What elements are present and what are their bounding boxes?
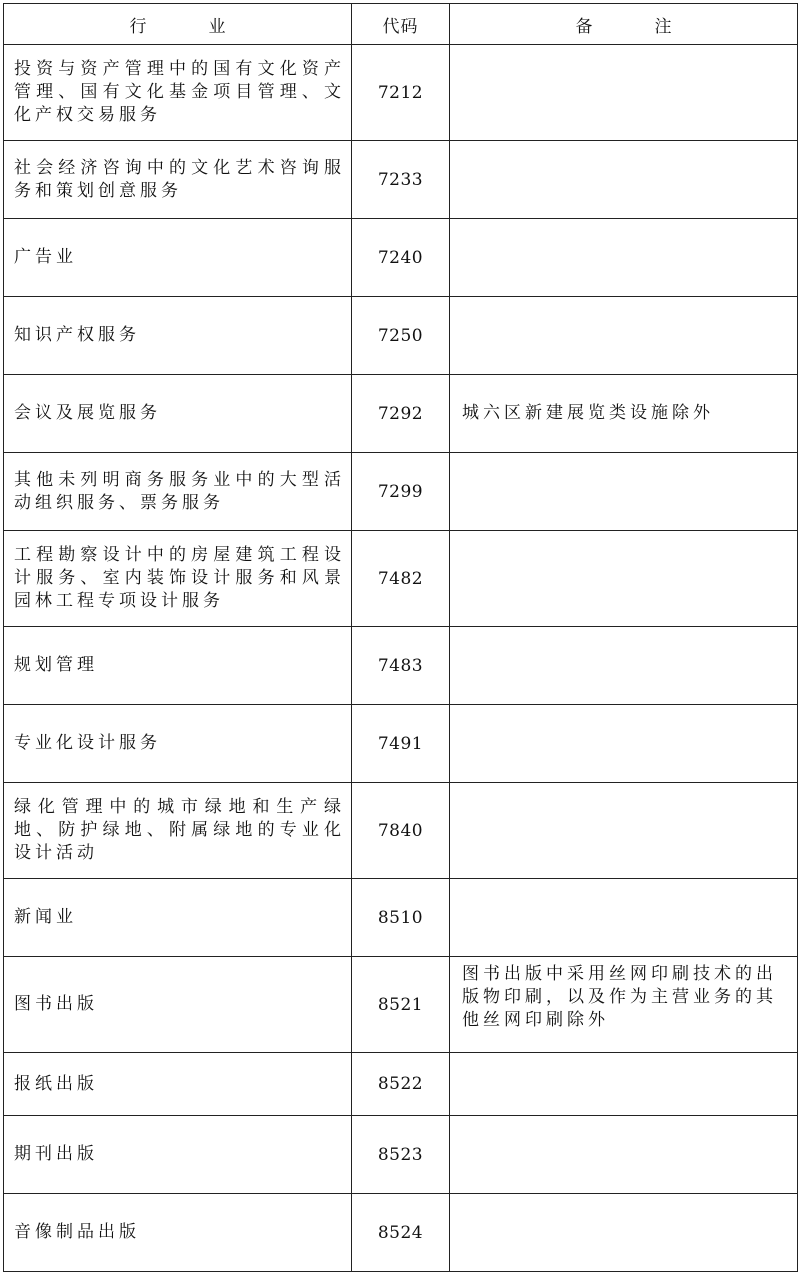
industry-cell: 社会经济咨询中的文化艺术咨询服务和策划创意服务	[4, 141, 352, 219]
code-cell: 8510	[352, 879, 450, 957]
table-row	[4, 1053, 798, 1116]
header-industry	[4, 4, 352, 45]
industry-cell: 其他未列明商务服务业中的大型活动组织服务、票务服务	[4, 453, 352, 531]
table-row	[4, 705, 798, 783]
industry-cell: 报纸出版	[4, 1053, 352, 1116]
table-row	[4, 783, 798, 879]
industry-cell: 音像制品出版	[4, 1194, 352, 1272]
header-note-char-1: 备	[575, 16, 593, 37]
table-row	[4, 1194, 798, 1272]
industry-table-page	[3, 3, 797, 1272]
code-cell: 7299	[352, 453, 450, 531]
code-cell: 7840	[352, 783, 450, 879]
industry-cell: 工程勘察设计中的房屋建筑工程设计服务、室内装饰设计服务和风景园林工程专项设计服务	[4, 531, 352, 627]
header-industry-char-1: 行	[129, 16, 147, 37]
note-cell	[450, 45, 798, 141]
table-row	[4, 1116, 798, 1194]
note-cell	[450, 141, 798, 219]
table-row	[4, 375, 798, 453]
table-row	[4, 531, 798, 627]
note-cell	[450, 1194, 798, 1272]
header-code: 代码	[352, 4, 450, 45]
note-cell	[450, 531, 798, 627]
industry-cell: 期刊出版	[4, 1116, 352, 1194]
industry-cell: 知识产权服务	[4, 297, 352, 375]
industry-code-table	[3, 3, 798, 1272]
note-cell	[450, 705, 798, 783]
note-cell	[450, 1116, 798, 1194]
industry-cell: 规划管理	[4, 627, 352, 705]
code-cell: 7240	[352, 219, 450, 297]
note-cell	[450, 219, 798, 297]
table-row	[4, 627, 798, 705]
header-note-char-2: 注	[654, 16, 672, 37]
note-cell	[450, 879, 798, 957]
note-cell	[450, 1053, 798, 1116]
table-header-row	[4, 4, 798, 45]
table-row	[4, 45, 798, 141]
industry-cell: 新闻业	[4, 879, 352, 957]
code-cell: 7292	[352, 375, 450, 453]
table-row	[4, 957, 798, 1053]
industry-cell: 广告业	[4, 219, 352, 297]
code-cell: 8524	[352, 1194, 450, 1272]
code-cell: 8523	[352, 1116, 450, 1194]
code-cell: 7250	[352, 297, 450, 375]
code-cell: 7483	[352, 627, 450, 705]
note-cell: 城六区新建展览类设施除外	[450, 375, 798, 453]
code-cell: 7233	[352, 141, 450, 219]
note-cell	[450, 453, 798, 531]
table-row	[4, 453, 798, 531]
industry-cell: 专业化设计服务	[4, 705, 352, 783]
industry-cell: 会议及展览服务	[4, 375, 352, 453]
code-cell: 7482	[352, 531, 450, 627]
code-cell: 8522	[352, 1053, 450, 1116]
code-cell: 7212	[352, 45, 450, 141]
note-cell	[450, 627, 798, 705]
table-row	[4, 219, 798, 297]
note-cell	[450, 297, 798, 375]
code-cell: 7491	[352, 705, 450, 783]
header-industry-char-2: 业	[208, 16, 226, 37]
note-cell: 图书出版中采用丝网印刷技术的出版物印刷，以及作为主营业务的其他丝网印刷除外	[450, 957, 798, 1053]
industry-cell: 图书出版	[4, 957, 352, 1053]
table-row	[4, 141, 798, 219]
header-note	[450, 4, 798, 45]
note-cell	[450, 783, 798, 879]
table-row	[4, 879, 798, 957]
code-cell: 8521	[352, 957, 450, 1053]
table-row	[4, 297, 798, 375]
industry-cell: 绿化管理中的城市绿地和生产绿地、防护绿地、附属绿地的专业化设计活动	[4, 783, 352, 879]
industry-cell: 投资与资产管理中的国有文化资产管理、国有文化基金项目管理、文化产权交易服务	[4, 45, 352, 141]
